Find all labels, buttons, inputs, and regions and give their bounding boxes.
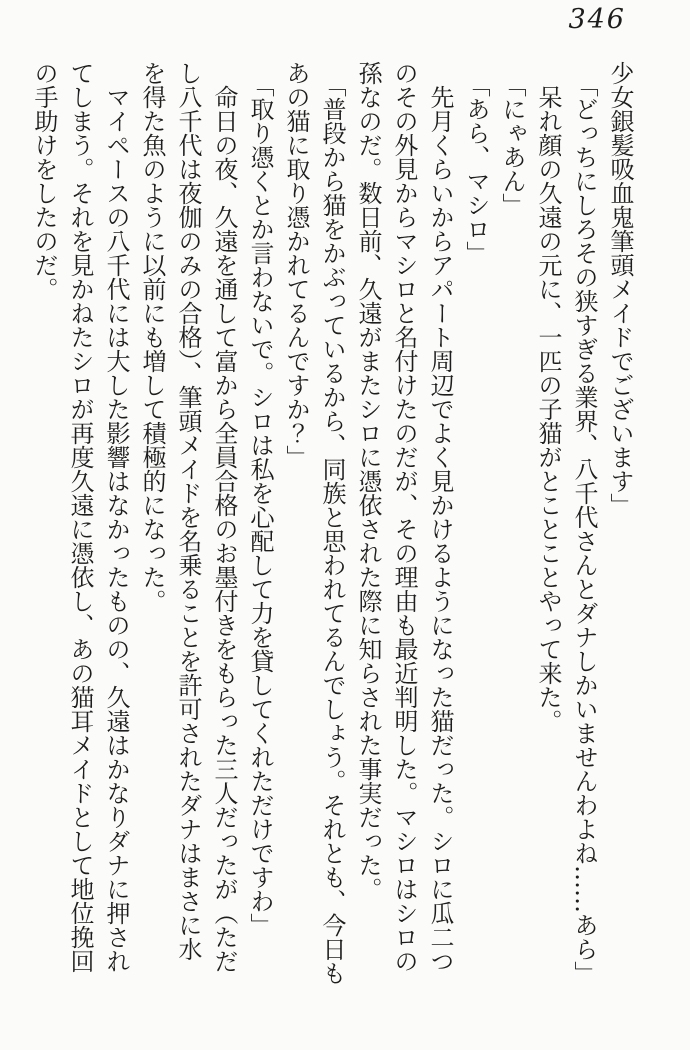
text-line: あの猫に取り憑かれてるんですか？」	[282, 61, 310, 469]
text-line: のその外見からマシロと名付けたのだが、その理由も最近判明した。マシロはシロの	[390, 61, 418, 973]
text-line: 孫なのだ。数日前、久遠がまたシロに憑依された際に知らされた事実だった。	[354, 61, 382, 901]
text-line: を得た魚のように以前にも増して積極的になった。	[138, 61, 166, 613]
page-number: 346	[568, 4, 626, 35]
text-line: 呆れ顔の久遠の元に、一匹の子猫がとことことやって来た。	[534, 61, 562, 733]
text-line: 「あら、マシロ」	[462, 61, 490, 265]
text-line: マイペースの八千代には大した影響はなかったものの、久遠はかなりダナに押され	[102, 61, 130, 973]
text-line: 「普段から猫をかぶっているから、同族と思われてるんでしょう。それとも、今日も	[318, 61, 346, 985]
body-text	[26, 61, 638, 1026]
text-line: 先月くらいからアパート周辺でよく見かけるようになった猫だった。シロに瓜二つ	[426, 61, 454, 973]
text-line: 少女銀髪吸血鬼筆頭メイドでございます」	[606, 61, 634, 517]
text-line: 「にゃあん」	[498, 61, 526, 217]
text-line: し八千代は夜伽のみの合格）、筆頭メイドを名乗ることを許可されたダナはまさに水	[174, 61, 202, 961]
text-line: の手助けをしたのだ。	[30, 61, 58, 301]
text-line: 「取り憑くとか言わないで。シロは私を心配して力を貸してくれただけですわ」	[246, 61, 274, 937]
text-line: 「どっちにしろその狭すぎる業界、八千代さんとダナしかいませんわよね……あら」	[570, 61, 598, 985]
text-line: てしまう。それを見かねたシロが再度久遠に憑依し、あの猫耳メイドとして地位挽回	[66, 61, 94, 973]
text-line: 命日の夜、久遠を通して富から全員合格のお墨付きをもらった三人だったが（ただ	[210, 61, 238, 973]
